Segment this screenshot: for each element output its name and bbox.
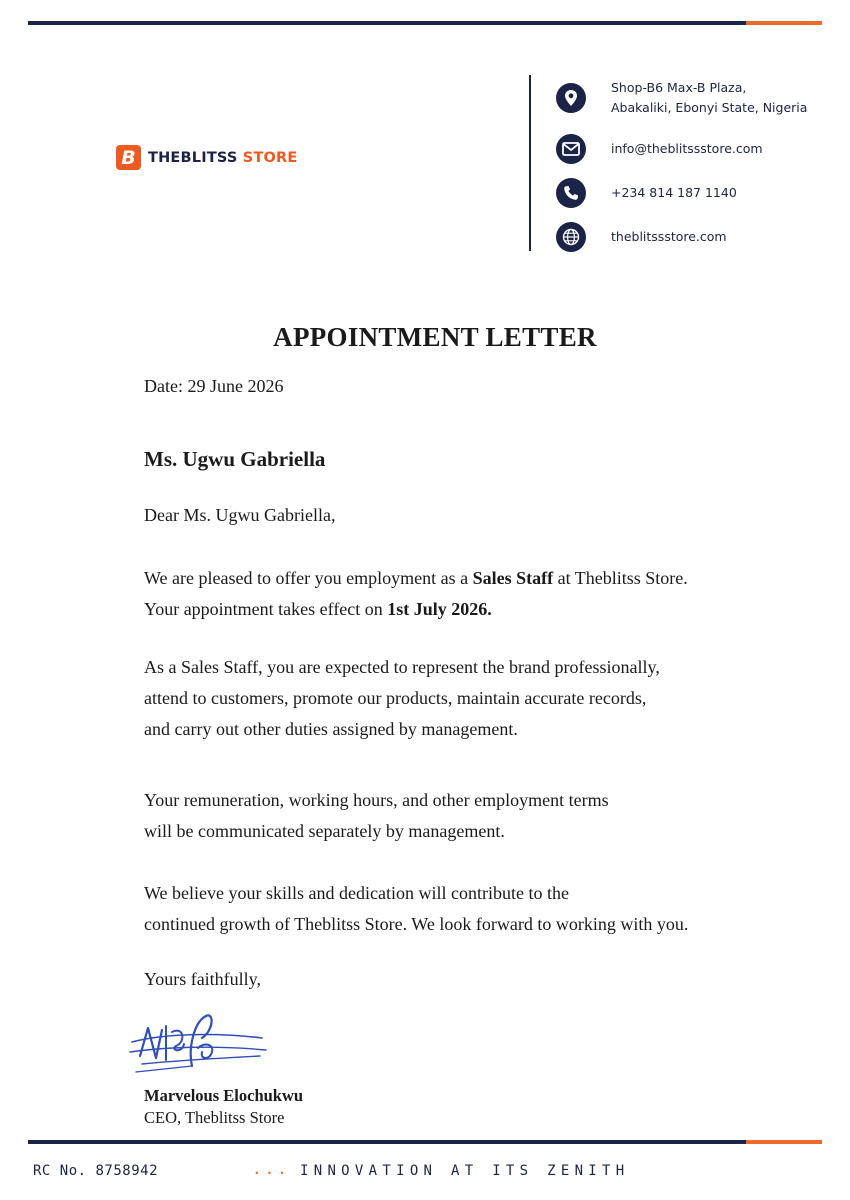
- signature-image: [122, 1008, 272, 1093]
- logo-wordmark: [148, 150, 298, 166]
- terms-line-2: will be communicated separately by management.: [144, 821, 505, 841]
- footer-rule: [28, 1140, 746, 1144]
- salutation: Dear Ms. Ugwu Gabriella,: [144, 505, 336, 525]
- paragraph-offer: [144, 563, 688, 625]
- header-rule-accent: [746, 21, 822, 25]
- logo-word-2: STORE: [242, 149, 298, 166]
- offer-line-2: [144, 594, 688, 625]
- envelope-icon: [556, 134, 586, 164]
- location-pin-icon: [556, 83, 586, 113]
- email-link[interactable]: info@theblitssstore.com: [611, 141, 763, 156]
- logo-word-1: THEBLITSS: [148, 149, 238, 166]
- valediction: Yours faithfully,: [144, 969, 262, 989]
- signer-name: Marvelous Elochukwu: [144, 1086, 304, 1105]
- footer-dots: ...: [252, 1159, 290, 1178]
- closing-line-1: We believe your skills and dedication will contribute to the: [144, 883, 569, 903]
- offer-text-c: at Theblitss Store.: [553, 568, 688, 588]
- closing-line-2: continued growth of Theblitss Store. We look forward to working with you.: [144, 914, 689, 934]
- header-rule: [28, 21, 746, 25]
- letter-title: APPOINTMENT LETTER: [273, 322, 597, 352]
- phone-number[interactable]: +234 814 187 1140: [611, 185, 737, 200]
- paragraph-closing: [144, 878, 688, 940]
- company-logo: [116, 145, 298, 170]
- letter-date: Date: 29 June 2026: [144, 376, 284, 396]
- paragraph-terms: [144, 785, 609, 847]
- footer-rule-accent: [746, 1140, 822, 1144]
- logo-mark-icon: B: [116, 145, 141, 170]
- contact-website: [556, 222, 727, 252]
- website-link[interactable]: theblitssstore.com: [611, 229, 727, 244]
- terms-line-1: Your remuneration, working hours, and other employment terms: [144, 790, 609, 810]
- contact-phone: [556, 178, 737, 208]
- recipient-name: Ms. Ugwu Gabriella: [144, 447, 326, 471]
- signer-title: CEO, Theblitss Store: [144, 1108, 285, 1127]
- contact-address: [556, 78, 807, 118]
- globe-icon: [556, 222, 586, 252]
- duties-line-2: attend to customers, promote our products, maintain accurate records,: [144, 688, 647, 708]
- footer-tagline: INNOVATION AT ITS ZENITH: [300, 1163, 630, 1179]
- offer-text-a: We are pleased to offer you employment as a: [144, 568, 473, 588]
- contact-email: [556, 134, 763, 164]
- offer-line-1: [144, 563, 688, 594]
- header-divider: [529, 75, 531, 251]
- paragraph-duties: [144, 652, 660, 745]
- address-line-2: Abakaliki, Ebonyi State, Nigeria: [611, 100, 808, 115]
- duties-line-3: and carry out other duties assigned by management.: [144, 719, 518, 739]
- address-text: [611, 78, 807, 118]
- offer-text-d: Your appointment takes effect on: [144, 599, 388, 619]
- rc-number: RC No. 8758942: [33, 1163, 159, 1179]
- address-line-1: Shop-B6 Max-B Plaza,: [611, 80, 747, 95]
- offer-position: Sales Staff: [472, 568, 554, 588]
- phone-icon: [556, 178, 586, 208]
- offer-start-date: 1st July 2026.: [387, 599, 492, 619]
- duties-line-1: As a Sales Staff, you are expected to represent the brand professionally,: [144, 657, 660, 677]
